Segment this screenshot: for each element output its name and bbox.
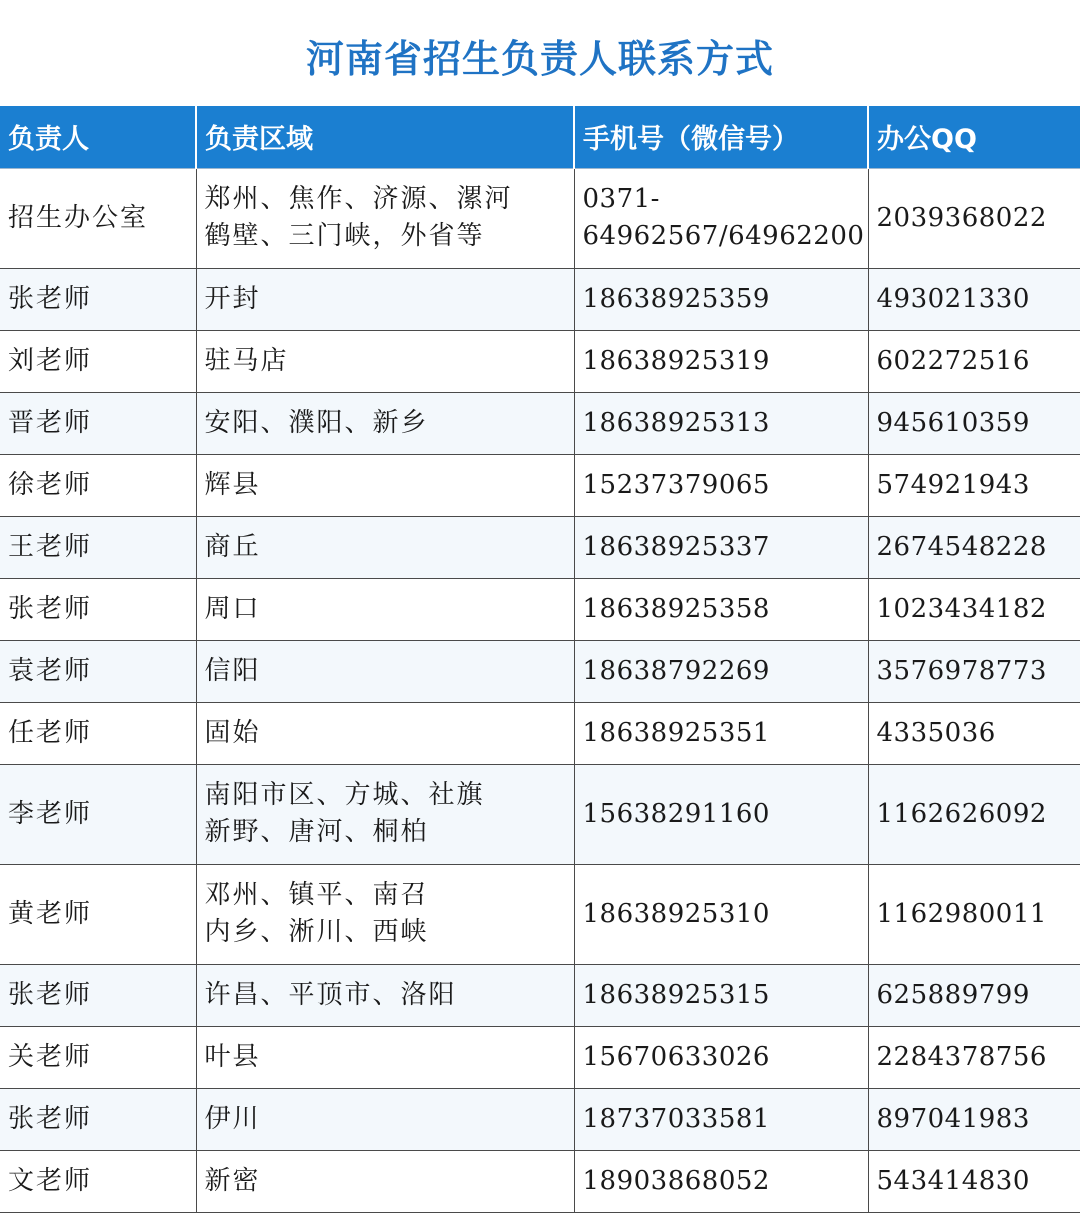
phone-line: 18638925313 xyxy=(582,407,770,438)
cell-region xyxy=(196,864,574,964)
cell-qq: 897041983 xyxy=(868,1088,1080,1150)
cell-region xyxy=(196,964,574,1026)
cell-phone xyxy=(574,1026,868,1088)
phone-line: 18638925351 xyxy=(582,717,770,748)
phone-line: 18638925359 xyxy=(582,283,770,314)
region-line: 新野、唐河、桐柏 xyxy=(204,817,429,847)
region-line: 叶县 xyxy=(204,1041,261,1072)
cell-qq: 4335036 xyxy=(868,702,1080,764)
cell-phone xyxy=(574,454,868,516)
table-row xyxy=(0,1026,1080,1088)
region-line: 伊川 xyxy=(204,1103,261,1134)
region-line: 商丘 xyxy=(204,531,261,562)
cell-qq: 625889799 xyxy=(868,964,1080,1026)
phone-line: 18737033581 xyxy=(582,1103,770,1134)
region-line: 周口 xyxy=(204,593,261,624)
cell-region xyxy=(196,168,574,268)
region-line: 许昌、平顶市、洛阳 xyxy=(204,979,457,1010)
table-header-row xyxy=(0,106,1080,168)
cell-region xyxy=(196,702,574,764)
phone-line: 15670633026 xyxy=(582,1041,770,1072)
table-row xyxy=(0,964,1080,1026)
header-person: 负责人 xyxy=(0,106,196,168)
cell-phone xyxy=(574,392,868,454)
cell-phone xyxy=(574,764,868,864)
cell-qq: 2284378756 xyxy=(868,1026,1080,1088)
cell-person: 晋老师 xyxy=(0,392,196,454)
phone-line: 18638925319 xyxy=(582,345,770,376)
region-line: 郑州、焦作、济源、漯河 xyxy=(204,184,513,214)
table-body xyxy=(0,168,1080,1212)
region-line: 驻马店 xyxy=(204,345,289,376)
table-row xyxy=(0,640,1080,702)
cell-phone xyxy=(574,168,868,268)
table-row xyxy=(0,702,1080,764)
table-row xyxy=(0,1150,1080,1212)
cell-qq: 602272516 xyxy=(868,330,1080,392)
cell-phone xyxy=(574,1088,868,1150)
cell-person: 关老师 xyxy=(0,1026,196,1088)
cell-person: 李老师 xyxy=(0,764,196,864)
cell-person: 王老师 xyxy=(0,516,196,578)
region-line: 开封 xyxy=(204,283,261,314)
phone-line: 18638925310 xyxy=(582,898,770,929)
cell-region xyxy=(196,640,574,702)
cell-person: 张老师 xyxy=(0,1088,196,1150)
region-line: 邓州、镇平、南召 xyxy=(204,880,429,910)
cell-person: 招生办公室 xyxy=(0,168,196,268)
cell-qq: 945610359 xyxy=(868,392,1080,454)
cell-phone xyxy=(574,268,868,330)
table-row xyxy=(0,578,1080,640)
region-line: 鹤壁、三门峡，外省等 xyxy=(204,221,485,251)
cell-region xyxy=(196,268,574,330)
contacts-table xyxy=(0,106,1080,1213)
header-region: 负责区域 xyxy=(196,106,574,168)
table-row xyxy=(0,330,1080,392)
cell-region xyxy=(196,1088,574,1150)
phone-line: 18903868052 xyxy=(582,1165,770,1196)
phone-line: 18638792269 xyxy=(582,655,770,686)
region-line: 辉县 xyxy=(204,469,261,500)
cell-qq: 2039368022 xyxy=(868,168,1080,268)
table-row xyxy=(0,392,1080,454)
region-line: 安阳、濮阳、新乡 xyxy=(204,407,429,438)
cell-region xyxy=(196,392,574,454)
cell-qq: 543414830 xyxy=(868,1150,1080,1212)
phone-line: 15638291160 xyxy=(582,798,770,829)
header-phone: 手机号（微信号） xyxy=(574,106,868,168)
cell-person: 张老师 xyxy=(0,268,196,330)
cell-qq: 1162980011 xyxy=(868,864,1080,964)
cell-person: 徐老师 xyxy=(0,454,196,516)
cell-qq: 493021330 xyxy=(868,268,1080,330)
cell-region xyxy=(196,454,574,516)
cell-person: 刘老师 xyxy=(0,330,196,392)
cell-qq: 574921943 xyxy=(868,454,1080,516)
table-row xyxy=(0,268,1080,330)
cell-phone xyxy=(574,640,868,702)
cell-person: 张老师 xyxy=(0,578,196,640)
page-title: 河南省招生负责人联系方式 xyxy=(305,37,774,81)
region-line: 固始 xyxy=(204,717,261,748)
table-row xyxy=(0,764,1080,864)
table-row xyxy=(0,516,1080,578)
region-line: 内乡、淅川、西峡 xyxy=(204,917,429,947)
cell-region xyxy=(196,578,574,640)
cell-region xyxy=(196,1150,574,1212)
cell-phone xyxy=(574,702,868,764)
header-qq: 办公QQ xyxy=(868,106,1080,168)
cell-phone xyxy=(574,330,868,392)
phone-line: 18638925358 xyxy=(582,593,770,624)
region-line: 南阳市区、方城、社旗 xyxy=(204,780,485,810)
cell-region xyxy=(196,516,574,578)
cell-region xyxy=(196,330,574,392)
cell-qq: 3576978773 xyxy=(868,640,1080,702)
region-line: 新密 xyxy=(204,1165,261,1196)
cell-person: 文老师 xyxy=(0,1150,196,1212)
phone-line: 64962567/64962200 xyxy=(582,221,865,251)
phone-line: 15237379065 xyxy=(582,469,770,500)
cell-region xyxy=(196,764,574,864)
phone-line: 18638925337 xyxy=(582,531,770,562)
table-row xyxy=(0,1088,1080,1150)
cell-phone xyxy=(574,964,868,1026)
cell-qq: 2674548228 xyxy=(868,516,1080,578)
cell-person: 黄老师 xyxy=(0,864,196,964)
cell-person: 张老师 xyxy=(0,964,196,1026)
table-row xyxy=(0,168,1080,268)
cell-phone xyxy=(574,1150,868,1212)
phone-line: 0371- xyxy=(582,184,660,214)
cell-region xyxy=(196,1026,574,1088)
region-line: 信阳 xyxy=(204,655,261,686)
cell-phone xyxy=(574,516,868,578)
table-row xyxy=(0,864,1080,964)
table-row xyxy=(0,454,1080,516)
cell-qq: 1162626092 xyxy=(868,764,1080,864)
cell-qq: 1023434182 xyxy=(868,578,1080,640)
cell-phone xyxy=(574,578,868,640)
cell-person: 任老师 xyxy=(0,702,196,764)
cell-phone xyxy=(574,864,868,964)
phone-line: 18638925315 xyxy=(582,979,770,1010)
cell-person: 袁老师 xyxy=(0,640,196,702)
